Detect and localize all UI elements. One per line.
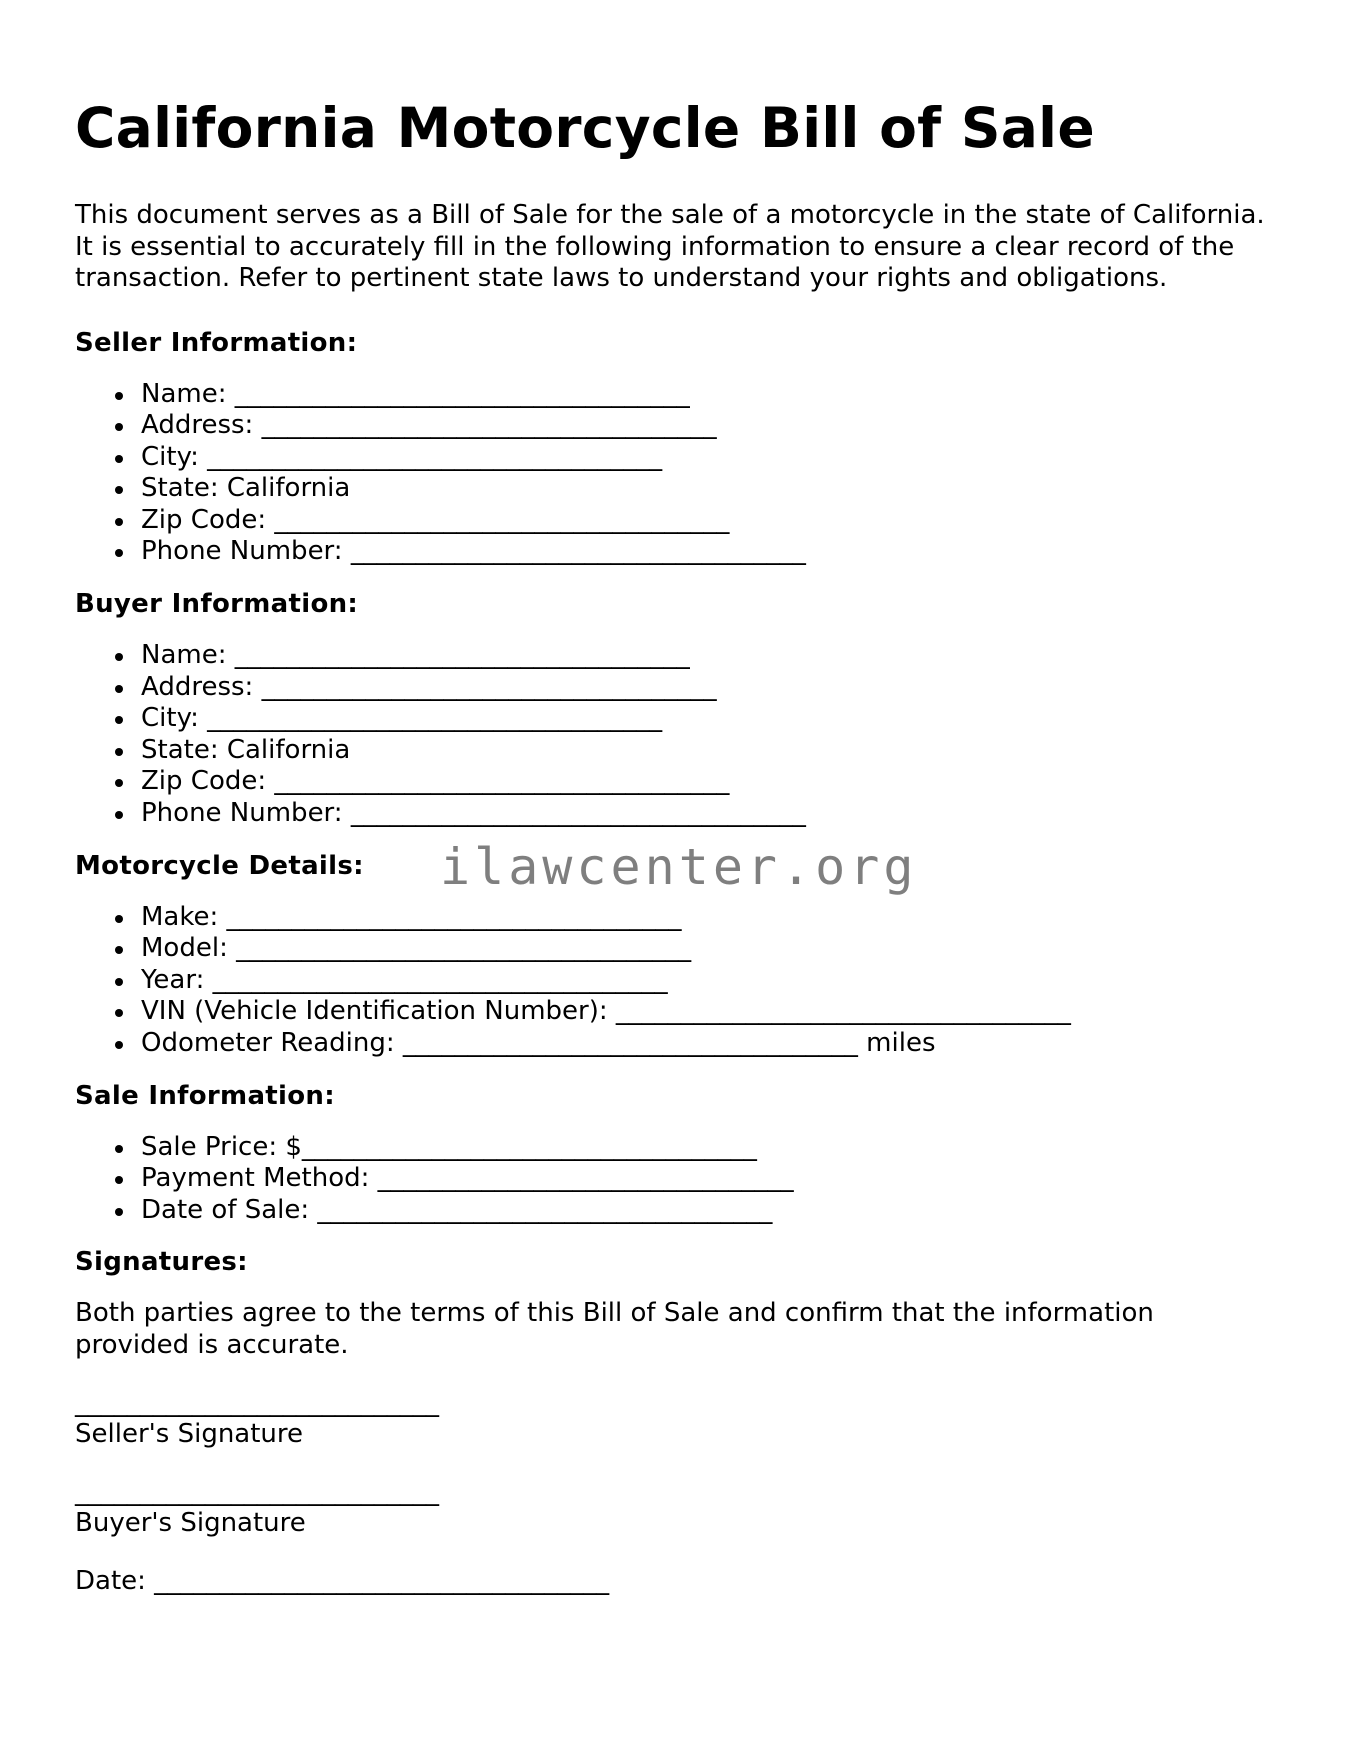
buyer-zip-field: Zip Code: ___________________________________ (141, 766, 1295, 798)
buyer-signature-label: Buyer's Signature (75, 1508, 306, 1539)
motorcycle-heading: Motorcycle Details: (75, 850, 364, 881)
buyer-state-field: State: California (141, 735, 1295, 767)
buyer-city-field: City: ___________________________________ (141, 703, 1295, 735)
sale-price-field: Sale Price: $___________________________________ (141, 1132, 1295, 1164)
payment-method-field: Payment Method: ________________________________ (141, 1163, 1295, 1195)
intro-paragraph: This document serves as a Bill of Sale for the sale of a motorcycle in the state of California. It is essential to accurately fill in the following information to ensure a clear record of the transaction. Refer to pertinent state laws to understand your rights and obligations. (75, 200, 1265, 293)
watermark: ilawcenter.org (440, 838, 918, 896)
seller-phone-field: Phone Number: ___________________________________ (141, 536, 1295, 568)
signatures-text: Both parties agree to the terms of this Bill of Sale and confirm that the information provided is accurate. (75, 1298, 1154, 1360)
year-field: Year: ___________________________________ (141, 965, 1295, 997)
seller-state-field: State: California (141, 473, 1295, 505)
buyer-signature-line: ____________________________ (75, 1476, 439, 1507)
seller-heading: Seller Information: (75, 327, 358, 358)
buyer-phone-field: Phone Number: ___________________________________ (141, 798, 1295, 830)
seller-list (75, 379, 1295, 569)
buyer-name-field: Name: ___________________________________ (141, 640, 1295, 672)
odometer-field: Odometer Reading: ___________________________________ miles (141, 1028, 1295, 1060)
seller-signature-line: ____________________________ (75, 1387, 439, 1418)
signature-date-field: Date: ___________________________________ (75, 1565, 610, 1596)
buyer-heading: Buyer Information: (75, 589, 359, 620)
buyer-address-field: Address: ___________________________________ (141, 672, 1295, 704)
page-title: California Motorcycle Bill of Sale (75, 96, 1095, 160)
date-of-sale-field: Date of Sale: ___________________________________ (141, 1195, 1295, 1227)
seller-name-field: Name: ___________________________________ (141, 379, 1295, 411)
vin-field: VIN (Vehicle Identification Number): ___________________________________ (141, 996, 1295, 1028)
sale-heading: Sale Information: (75, 1080, 335, 1111)
seller-signature-label: Seller's Signature (75, 1419, 304, 1450)
make-field: Make: ___________________________________ (141, 902, 1295, 934)
seller-zip-field: Zip Code: ___________________________________ (141, 505, 1295, 537)
seller-address-field: Address: ___________________________________ (141, 410, 1295, 442)
motorcycle-list (75, 902, 1295, 1060)
seller-city-field: City: ___________________________________ (141, 442, 1295, 474)
signatures-heading: Signatures: (75, 1247, 248, 1278)
buyer-list (75, 640, 1295, 830)
sale-list (75, 1132, 1295, 1227)
model-field: Model: ___________________________________ (141, 933, 1295, 965)
